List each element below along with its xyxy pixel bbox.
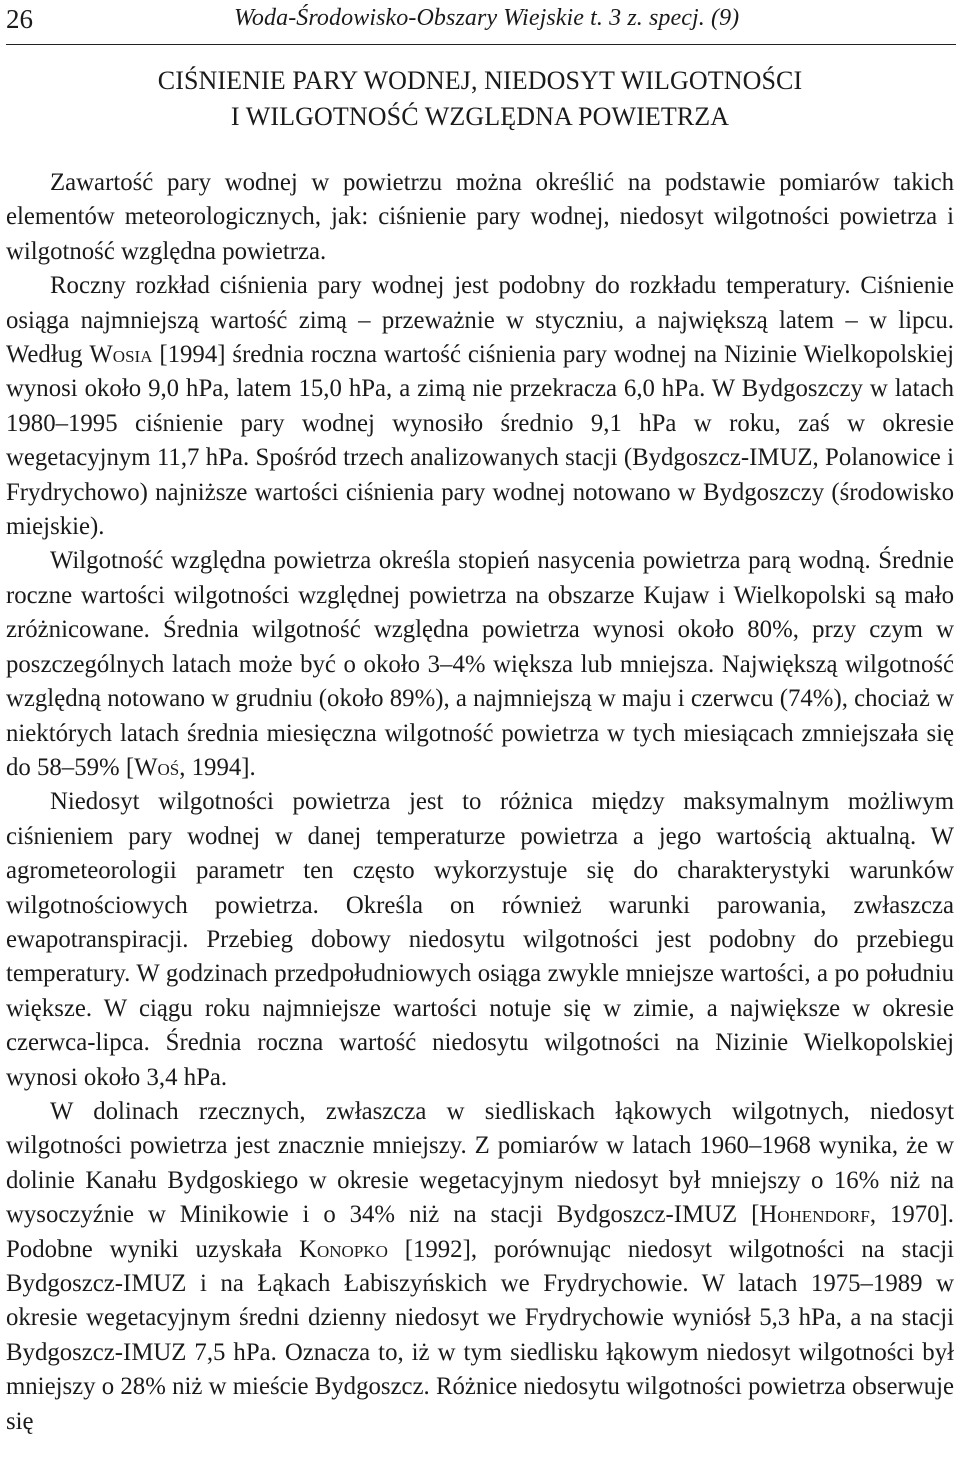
page-header	[6, 0, 956, 45]
author-citation: Konopko	[299, 1235, 388, 1263]
running-title: Woda-Środowisko-Obszary Wiejskie t. 3 z. specj. (9)	[234, 5, 740, 31]
body-text	[6, 166, 954, 1439]
author-citation: Wosia	[89, 341, 153, 369]
author-citation: Woś	[134, 753, 180, 781]
section-title-line-2: I WILGOTNOŚĆ WZGLĘDNA POWIETRZA	[230, 102, 730, 131]
section-title-line-1: CIŚNIENIE PARY WODNEJ, NIEDOSYT WILGOTNOŚCI	[157, 66, 803, 95]
author-citation: Hohendorf	[759, 1201, 870, 1229]
paragraph-4: Niedosyt wilgotności powietrza jest to różnica między maksymalnym możliwym ciśnieniem pary wodnej w danej temperaturze powietrza a jego wartością aktualną. W agrometeorologii parametr ten często wykorzystuje się do charakterystyki warunków wilgotnościowych powietrza. Określa on również warunki parowania, zwłaszcza ewapotranspiracji. Przebieg dobowy niedosytu wilgotności jest podobny do przebiegu temperatury. W godzinach przedpołudniowych osiąga zwykle mniejsze wartości, a po południu większe. W ciągu roku najmniejsze wartości notuje się w zimie, a największe w okresie czerwca-lipca. Średnia roczna wartość niedosytu wilgotności na Nizinie Wielkopolskiej wynosi około 3,4 hPa.	[6, 788, 954, 1091]
paragraph-2: Roczny rozkład ciśnienia pary wodnej jest podobny do rozkładu temperatury. Ciśnienie osiąga najmniejszą wartość zimą – przeważnie w styczniu, a największą latem – w lipcu. Według Wosia [1994] średnia roczna wartość ciśnienia pary wodnej na Nizinie Wielkopolskiej wynosi około 9,0 hPa, latem 15,0 hPa, a zimą nie przekracza 6,0 hPa. W Bydgoszczy w latach 1980–1995 ciśnienie pary wodnej wynosiło średnio 9,1 hPa w roku, zaś w okresie wegetacyjnym 11,7 hPa. Spośród trzech analizowanych stacji (Bydgoszcz-IMUZ, Polanowice i Frydrychowo) najniższe wartości ciśnienia pary wodnej notowano w Bydgoszczy (środowisko miejskie).	[6, 272, 954, 541]
paragraph-1: Zawartość pary wodnej w powietrzu można określić na podstawie pomiarów takich elementów meteorologicznych, jak: ciśnienie pary wodnej, niedosyt wilgotności powietrza i wilgotność względna powietrza.	[6, 169, 954, 265]
paragraph-5: W dolinach rzecznych, zwłaszcza w siedliskach łąkowych wilgotnych, niedosyt wilgotności powietrza jest znacznie mniejszy. Z pomiarów w latach 1960–1968 wynika, że w dolinie Kanału Bydgoskiego w okresie wegetacyjnym niedosyt był mniejszy o 16% niż na wysoczyźnie w Minikowie i o 34% niż na stacji Bydgoszcz-IMUZ [Hohendorf, 1970]. Podobne wyniki uzyskała Konopko [1992], porównując niedosyt wilgotności na stacji Bydgoszcz-IMUZ i na Łąkach Łabiszyńskich we Frydrychowie. W latach 1975–1989 w okresie wegetacyjnym średni dzienny niedosyt we Frydrychowie wyniósł 5,3 hPa, a na stacji Bydgoszcz-IMUZ 7,5 hPa. Oznacza to, iż w tym siedlisku łąkowym niedosyt wilgotności był mniejszy o 28% niż w mieście Bydgoszcz. Różnice niedosytu wilgotności powietrza obserwuje się	[6, 1097, 954, 1435]
page-number: 26	[6, 4, 33, 34]
paragraph-3: Wilgotność względna powietrza określa stopień nasycenia powietrza parą wodną. Średnie roczne wartości wilgotności względnej powietrza na obszarze Kujaw i Wielkopolski są mało zróżnicowane. Średnia wilgotność względna powietrza wynosi około 80%, przy czym w poszczególnych latach może być o około 3–4% większa lub mniejsza. Największą wilgotność względną notowano w grudniu (około 89%), a najmniejszą w maju i czerwcu (74%), chociaż w niektórych latach średnia miesięczna wilgotność powietrza w tych miesiącach zmniejszała się do 58–59% [Woś, 1994].	[6, 547, 954, 781]
